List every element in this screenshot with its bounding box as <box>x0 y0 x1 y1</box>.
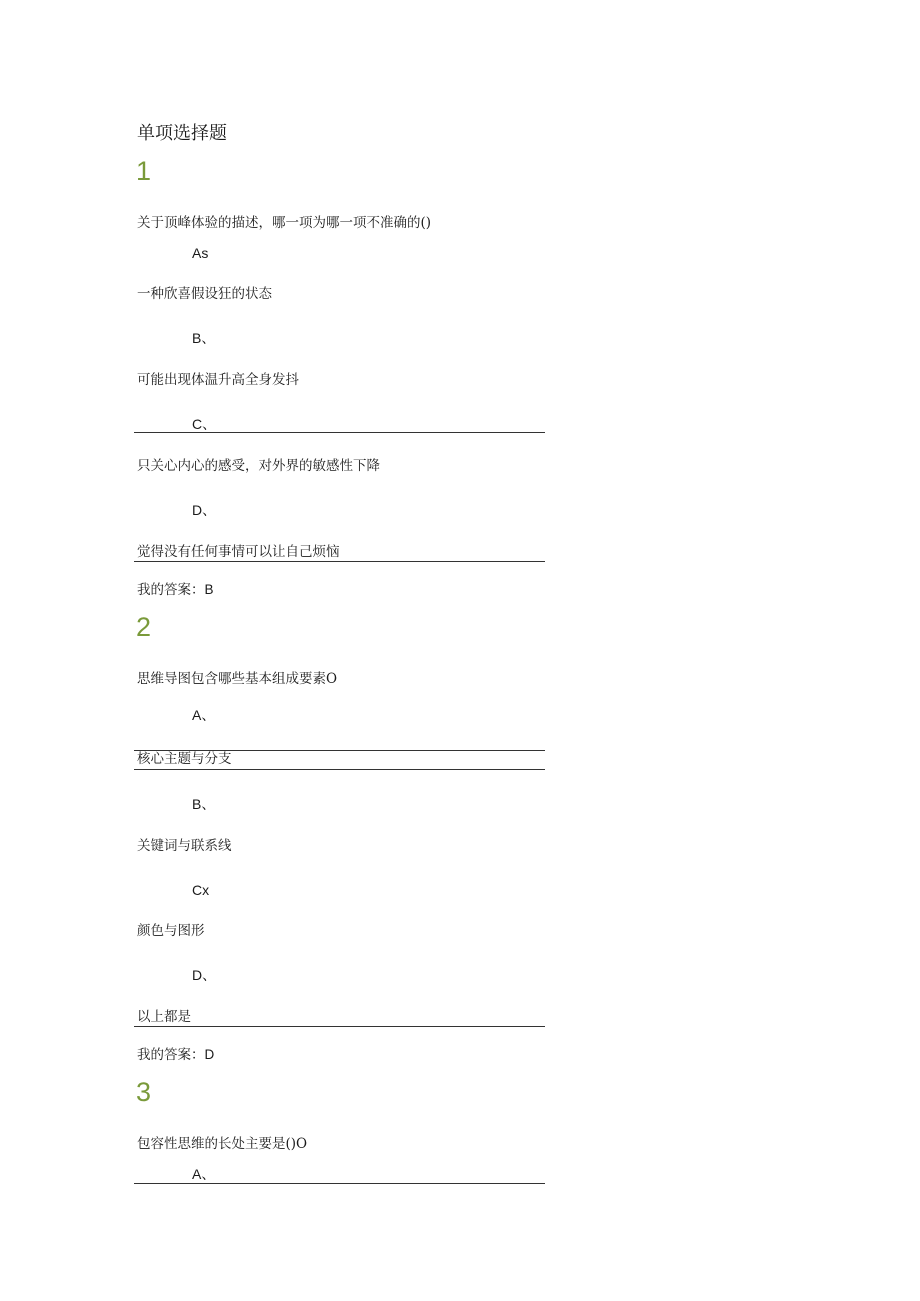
divider-line <box>134 1183 545 1184</box>
option-label[interactable]: As <box>192 245 209 261</box>
my-answer <box>137 583 214 598</box>
divider-line <box>134 432 545 433</box>
option-label[interactable]: D、 <box>192 502 217 518</box>
answer-label: 我的答案： <box>137 1047 205 1063</box>
option-label[interactable]: C、 <box>192 416 217 432</box>
option-text[interactable]: 关键词与联系线 <box>137 838 232 854</box>
answer-value: D <box>204 1047 215 1062</box>
option-text[interactable]: 一种欣喜假设狂的状态 <box>137 286 272 302</box>
answer-label: 我的答案： <box>137 582 205 598</box>
question-number: 1 <box>136 156 152 186</box>
question-text: 包容性思维的长处主要是()O <box>137 1136 308 1152</box>
option-text[interactable]: 核心主题与分支 <box>137 751 232 767</box>
divider-line <box>134 769 545 770</box>
option-text[interactable]: 觉得没有任何事情可以让自己烦恼 <box>137 544 340 560</box>
option-label[interactable]: A、 <box>192 1166 216 1182</box>
divider-line <box>134 561 545 562</box>
section-title: 单项选择题 <box>137 123 227 144</box>
option-label[interactable]: D、 <box>192 967 217 983</box>
option-text[interactable]: 只关心内心的感受，对外界的敏感性下降 <box>137 458 380 474</box>
question-text: 思维导图包含哪些基本组成要素O <box>137 671 338 687</box>
option-label[interactable]: A、 <box>192 707 216 723</box>
option-text[interactable]: 颜色与图形 <box>137 923 205 939</box>
option-text[interactable]: 可能出现体温升高全身发抖 <box>137 372 299 388</box>
answer-value: B <box>204 582 214 597</box>
option-label[interactable]: Cx <box>192 882 210 898</box>
question-number: 2 <box>136 612 152 642</box>
divider-line <box>134 1026 545 1027</box>
question-text: 关于顶峰体验的描述，哪一项为哪一项不准确的() <box>137 215 432 231</box>
option-label[interactable]: B、 <box>192 330 216 346</box>
my-answer <box>137 1048 214 1063</box>
option-text[interactable]: 以上都是 <box>137 1009 191 1025</box>
option-label[interactable]: B、 <box>192 796 216 812</box>
question-number: 3 <box>136 1077 152 1107</box>
